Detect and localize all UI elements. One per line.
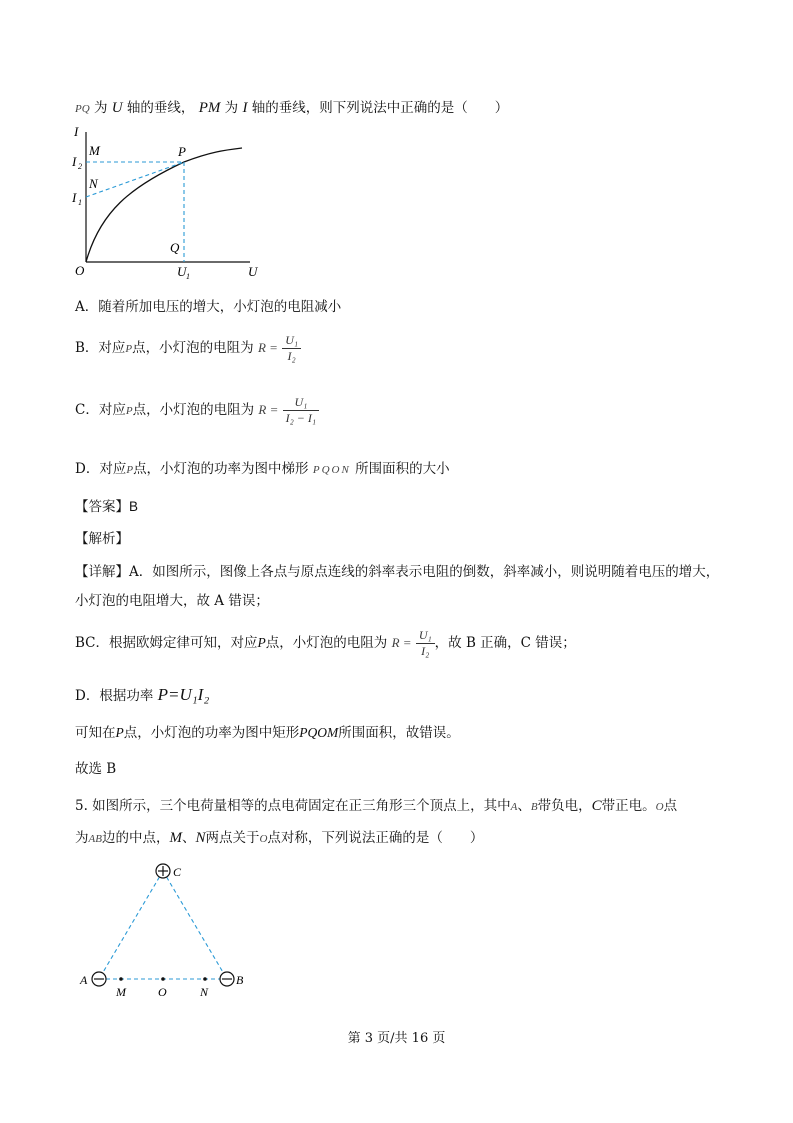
r-symbol: R = [258,402,279,417]
option-c-text: C．对应 [75,402,126,418]
intro-text: 为 [93,100,108,116]
c-symbol: C [591,798,602,814]
p-symbol: P [126,464,134,476]
q5-text: 、 [517,798,531,814]
q5-line-1 [75,794,677,815]
side-cb [163,871,227,979]
point-n [203,977,207,981]
fraction-denominator: I₂ [416,643,435,659]
graph-label-n: N [89,176,98,191]
bc-fraction [416,628,435,659]
intro-text: 轴的垂线，则下列说法中正确的是（ ） [251,100,509,116]
i-symbol: I [242,100,248,116]
point-o [161,977,165,981]
graph-label-i1-sub: 1 [78,198,82,207]
detail-d2-line [75,721,460,741]
graph-label-i2: I [72,154,77,169]
o-symbol: O [655,801,664,813]
point-m [119,977,123,981]
p-symbol: P [257,635,266,650]
graph-label-i2-sub: 2 [78,162,82,171]
label-m: M [116,985,126,999]
option-c [75,395,319,426]
ab-symbol: AB [88,833,102,845]
graph-label-i: I [74,124,79,139]
pm-symbol: PM [198,100,221,116]
label-b: B [236,973,244,987]
graph-label-p: P [178,144,186,159]
u-symbol: U [111,100,123,116]
m-symbol: M [169,830,182,846]
detail-text: 点，小灯泡的功率为图中矩形 [123,725,300,741]
detail-text: A．如图所示，图像上各点与原点连线的斜率表示电阻的倒数，斜率减小，则说明随着电压的增大， [129,564,720,580]
option-c-fraction [283,395,319,426]
option-b [75,333,301,364]
graph-label-i1: I [72,190,77,205]
graph-label-u: U [248,264,258,279]
b-symbol: B [530,801,538,813]
answer-line [75,495,138,515]
detail-text: 可知在 [75,725,116,741]
label-a: A [80,973,88,987]
detail-text: ，故 B 正确，C 错误； [434,635,576,651]
option-b-fraction [282,333,301,364]
detail-text: 点，小灯泡的电阻为 [265,635,388,651]
q5-text: 带正电。 [601,798,656,814]
fraction-numerator: U₁ [285,333,299,347]
detail-bc-line [75,628,576,659]
q5-text: 边的中点， [101,830,170,846]
graph-label-o: O [75,263,85,278]
q5-text: 、 [181,830,196,846]
analysis-label: 【解析】 [75,531,129,547]
r-symbol: R = [391,635,412,650]
q5-text: 为 [75,830,89,846]
pqon-symbol: PQON [312,464,351,476]
option-b-text: B．对应 [75,340,126,356]
option-d-text: 点，小灯泡的功率为图中梯形 [133,461,309,477]
pq-label: PQ [75,103,90,115]
intro-text: 轴的垂线， [126,100,195,116]
q5-text: 5. 如图所示，三个电荷量相等的点电荷固定在正三角形三个顶点上，其中 [75,798,511,814]
fraction-numerator: U₁ [294,395,308,409]
fraction-denominator: I₂ − I₁ [283,410,319,426]
graph-label-m: M [89,143,100,158]
a-symbol: A [510,801,518,813]
pqom-symbol: PQOM [299,725,339,740]
detail-text: BC．根据欧姆定律可知，对应 [75,635,258,651]
choose-line: 故选 B [75,761,117,777]
detail-d-line [75,684,209,705]
graph-label-u1-sub: 1 [186,272,190,281]
option-d [75,457,450,477]
q5-text: 两点关于 [205,830,260,846]
r-symbol: R = [257,340,278,355]
detail-line-1 [75,560,719,580]
q5-text: 带负电， [537,798,592,814]
option-d-text: 所围面积的大小 [355,461,450,477]
detail-text: D．根据功率 [75,688,154,704]
iu-graph [60,122,280,282]
label-o: O [158,985,167,999]
option-b-text: 点，小灯泡的电阻为 [132,340,254,356]
detail-text: 所围面积，故错误。 [338,725,460,741]
detail-line-2: 小灯泡的电阻增大，故 A 错误； [75,593,269,609]
p-symbol: P [115,725,124,740]
intro-text: 为 [224,100,239,116]
q5-text: 点 [663,798,678,814]
option-a: A．随着所加电压的增大，小灯泡的电阻减小 [75,299,342,315]
graph-label-u1: U [177,264,187,279]
power-formula: P=U₁I₂ [157,685,210,704]
p-symbol: P [125,405,133,417]
answer-label: 【答案】 [75,499,129,515]
answer-value: B [129,499,139,514]
graph-label-q: Q [170,240,180,255]
fraction-numerator: U₁ [418,628,432,642]
page-footer: 第 3 页/共 16 页 [347,1031,446,1046]
p-symbol: P [125,343,133,355]
q4-intro [75,96,508,117]
option-d-text: D．对应 [75,461,127,477]
q5-line-2 [75,826,483,847]
tangent-dashed-line [86,162,184,197]
detail-label: 【详解】 [75,564,129,580]
triangle-diagram [70,855,260,1005]
fraction-denominator: I₂ [282,348,301,364]
n-symbol: N [195,830,206,846]
option-c-text: 点，小灯泡的电阻为 [132,402,255,418]
q5-text: 点对称，下列说法正确的是（ ） [267,830,484,846]
label-c: C [173,865,182,879]
o-symbol: O [259,833,268,845]
iu-curve [86,148,242,262]
label-n: N [200,985,209,999]
side-ca [99,871,163,979]
